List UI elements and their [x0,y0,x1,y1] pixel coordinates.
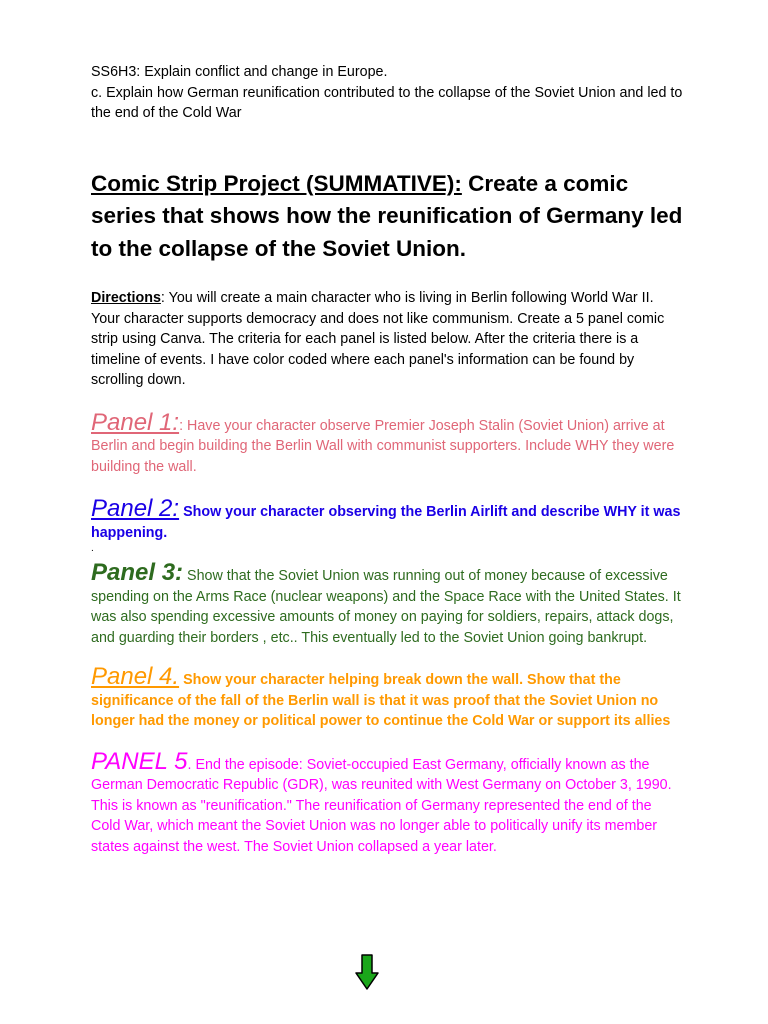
separator-mark: . [91,543,94,554]
directions-label: Directions [91,290,161,306]
panel-1 [91,408,683,478]
directions-text: : You will create a main character who is living in Berlin following World War II. Your character supports democracy and does not like communism. Create a 5 panel comic strip using Canva. The criteria for each panel is listed below. After the criteria there is a timeline of events. I have color coded where each panel's information can be found by scrolling down. [91,290,665,388]
arrow-down-icon [355,954,379,990]
panel-4-heading: Panel 4. [91,663,180,690]
panel-2-text: Show your character observing the Berlin Airlift and describe WHY it was happening. [91,504,681,541]
panel-3 [91,561,683,648]
standard-element: c. Explain how German reunification contributed to the collapse of the Soviet Union and led to the end of the Cold War [91,84,683,121]
panel-5-text: End the episode: Soviet-occupied East Germany, officially known as the German Democratic Republic (GDR), was reunited with West Germany on October 3, 1990. This is known as "reunification." The reunification of Germany represented the end of the Cold War, which meant the Soviet Union was no longer able to politically unify its member states against the west. The Soviet Union collapsed a year later. [91,756,672,855]
panel-3-heading: Panel 3: [91,559,184,586]
panel-4-text: Show your character helping break down the wall. Show that the significance of the fall of the Berlin wall is that it was proof that the Soviet Union no longer had the money or political power to continue the Cold War or support its allies [91,672,671,729]
project-title [91,168,683,266]
panel-2-heading: Panel 2: [91,495,180,522]
panel-4 [91,665,683,732]
project-title-rest: Create a comic series that shows how the reunification of Germany led to the collapse of the Soviet Union. [91,170,683,261]
panel-1-sep: : [179,417,188,434]
project-title-underlined: Comic Strip Project (SUMMATIVE): [91,170,462,196]
panel-1-text: Have your character observe Premier Joseph Stalin (Soviet Union) arrive at Berlin and begin building the Berlin Wall with communist supporters. Include WHY they were building the wall. [91,417,675,475]
panel-5 [91,747,683,858]
standard-line: SS6H3: Explain conflict and change in Europe. [91,64,388,80]
panel-3-text: Show that the Soviet Union was running out of money because of excessive spending on the Arms Race (nuclear weapons) and the Space Race with the United States. It was also spending excessive amounts of money on paying for soldiers, repairs, attack dogs, and guarding their borders , etc.. This eventually led to the Soviet Union going bankrupt. [91,568,681,646]
directions [91,288,683,391]
panel-1-heading: Panel 1: [91,408,180,436]
document-page [91,62,683,857]
panel-5-heading: PANEL 5 [91,747,188,775]
panel-5-sep: . [187,756,196,773]
panel-2 [91,497,683,543]
